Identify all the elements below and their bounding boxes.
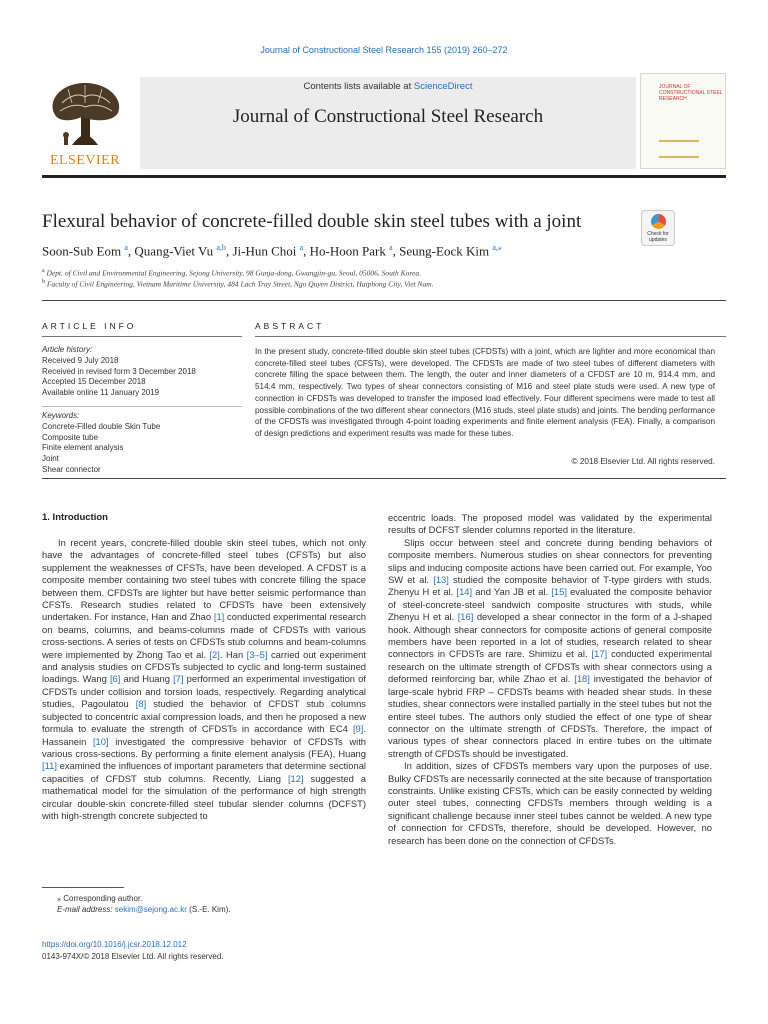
corresponding-mark: ⁎	[57, 894, 61, 903]
citation-link[interactable]: [7]	[173, 673, 184, 685]
article-history-label: Article history:	[42, 345, 93, 354]
author-name[interactable]: Quang-Viet Vu	[134, 243, 214, 259]
body-paragraph: eccentric loads. The proposed model was validated by the experimental results of DCFST slender columns reported in the literature.	[388, 512, 712, 536]
affiliation	[42, 268, 722, 278]
keywords-list	[42, 411, 242, 476]
affiliation-text: Faculty of Civil Engineering, Vietnam Maritime University, 484 Lach Tray Street, Ngo Quyen District, Haiphong City, Viet Nam.	[46, 279, 434, 289]
contents-prefix: Contents lists available at	[303, 81, 414, 92]
author-list: Soon-Sub Eom $^a$, Quang-Viet Vu $^{a,b}$, Ji-Hun Choi $^a$, Ho-Hoon Park $^a$, Seung-Eock Kim $^{a,⁎}$	[42, 243, 502, 259]
elsevier-wordmark: ELSEVIER	[49, 153, 121, 168]
citation-link[interactable]: [17]	[591, 648, 608, 660]
text-run: conducted experimental research on the ultimate strength of CFDSTs with shear connectors using a deformed reinforcing bar, while Zhao et al.	[388, 648, 712, 685]
citation-link[interactable]: [1]	[213, 611, 225, 623]
elsevier-logo[interactable]	[42, 73, 128, 173]
author-affil-mark[interactable]: a	[389, 243, 393, 252]
check-updates-icon	[651, 214, 666, 229]
author-affil-mark[interactable]: a,b	[216, 243, 226, 252]
cover-decoration	[659, 140, 699, 158]
text-run: studied the behavior of CFDST stub columns subjected to concentric axial compression loads, and then he proposed a new formula to evaluate the strength of CFDSTs in accordance with EC4	[42, 698, 366, 735]
affiliation	[42, 279, 722, 289]
body-paragraph	[42, 537, 366, 822]
citation-link[interactable]: [13]	[433, 574, 449, 586]
text-run: evaluated the composite behavior of steel-concrete-steel sandwich composite structures with studs, while Zhenyu H et al.	[388, 586, 712, 623]
text-run: performed an experimental investigation of CFDSTs under collision and torsion loads, respectively. Regarding analytical studies, Pagoulatou	[42, 673, 366, 710]
affiliation-mark: a	[42, 268, 45, 274]
footnote-divider	[42, 887, 124, 888]
check-updates-label: Check for updates	[647, 231, 669, 243]
text-run: investigated the compressive behavior of CFDSTs with various cross-sections. By performing a finite element analysis (FEA), Huang	[42, 735, 367, 759]
affiliation-divider	[42, 300, 726, 301]
citation-link[interactable]: [15]	[551, 586, 567, 598]
corresponding-label: Corresponding author.	[63, 894, 143, 903]
text-run: Slips occur between steel and concrete during bending behaviors of composite members. Numerous studies on shear connectors for preventing slips and inducing composite actions have been carried out. For example, Yoo SW et al.	[388, 536, 712, 586]
journal-title[interactable]: Journal of Constructional Steel Research	[232, 106, 544, 127]
sciencedirect-link[interactable]: ScienceDirect	[413, 81, 473, 92]
keyword: Concrete-Filled double Skin Tube	[42, 421, 161, 431]
keywords-divider	[42, 406, 242, 407]
contents-availability	[140, 81, 636, 92]
citation-link[interactable]: [10]	[92, 735, 109, 747]
issn-copyright: 0143-974X/© 2018 Elsevier Ltd. All rights reserved.	[42, 952, 224, 961]
keyword: Finite element analysis	[42, 443, 124, 453]
text-run: examined the influences of important parameters that determine sectional capacities of CFDST stub columns. Recently, Liang	[42, 760, 366, 784]
author-name[interactable]: Ji-Hun Choi	[232, 243, 297, 259]
keyword: Composite tube	[42, 432, 99, 442]
citation-link[interactable]: [18]	[574, 673, 590, 685]
abstract-heading: ABSTRACT	[255, 321, 325, 331]
text-run: . Han	[219, 648, 247, 660]
text-run: and Huang	[120, 673, 174, 685]
author-affil-mark[interactable]: a	[299, 243, 304, 252]
text-run: suggested a mathematical model for the simulation of the performance of high strength circular double-skin concrete-filled steel tubular slender columns (DCFST) with high-strength concrete subjected to	[42, 772, 366, 821]
text-run: investigated the behavior of large-scale hybrid FRP – CFDSTs beams with headed shear studs. In these studies, shear connectors were installed partially in the steel tubes but not the entire steel tubes. The authors only studied the effect of one type of shear connector on the ultimate strength of CFDSTs. Therefore, the impact of various types of shear connectors placed in entire tubes on the ultimate strength of CFDSTs should be investigated.	[388, 673, 713, 759]
journal-reference-link[interactable]: Journal of Constructional Steel Research 155 (2019) 260–272	[260, 45, 508, 55]
affiliation-mark: b	[42, 279, 45, 285]
author-affil-mark[interactable]: a	[124, 243, 128, 252]
section-heading-introduction: 1. Introduction	[42, 512, 108, 523]
email-note	[57, 904, 357, 915]
article-history	[42, 345, 242, 399]
check-for-updates-button[interactable]	[641, 210, 675, 246]
abstract-copyright: © 2018 Elsevier Ltd. All rights reserved.	[571, 457, 715, 466]
author-name[interactable]: Ho-Hoon Park	[309, 243, 386, 259]
header-divider	[42, 175, 726, 178]
email-link[interactable]: sekim@sejong.ac.kr	[114, 905, 187, 914]
author-name[interactable]: Seung-Eock Kim	[399, 243, 490, 259]
article-info-heading: ARTICLE INFO	[42, 321, 137, 331]
doi-link[interactable]: https://doi.org/10.1016/j.jcsr.2018.12.012	[42, 940, 187, 949]
citation-link[interactable]: [14]	[456, 586, 473, 598]
journal-cover-thumbnail[interactable]	[640, 73, 726, 169]
keyword: Shear connector	[42, 464, 101, 474]
text-run: carried out experiment and analysis studies on CFDSTs subjected to cyclic and long-term sustained loadings. Wang	[42, 648, 366, 685]
history-item: Received in revised form 3 December 2018	[42, 366, 196, 376]
text-run: and Yan JB et al.	[472, 586, 552, 598]
body-column-left	[42, 537, 366, 822]
citation-link[interactable]: [11]	[42, 760, 57, 772]
corresponding-author-note	[57, 893, 357, 904]
citation-link[interactable]: [2]	[209, 648, 220, 660]
keyword: Joint	[42, 454, 59, 464]
email-label: E-mail address:	[57, 905, 115, 914]
abstract-divider	[255, 336, 726, 337]
citation-link[interactable]: [9]	[352, 723, 364, 735]
citation-link[interactable]: [16]	[457, 611, 474, 623]
keywords-label: Keywords:	[42, 411, 80, 420]
elsevier-tree-icon	[42, 73, 128, 151]
body-column-right	[388, 512, 712, 847]
text-run: . Hassanein	[42, 723, 366, 747]
email-suffix: (S.-E. Kim).	[186, 905, 231, 914]
history-item: Accepted 15 December 2018	[42, 377, 146, 387]
citation-link[interactable]: [8]	[135, 698, 147, 710]
text-run: conducted experimental research on beams, columns, and beams-columns made of CFDSTs with various cross-sections. A series of tests on CFDSTs stub columns and beam-columns were implemented by Zhong Tao et al.	[42, 611, 366, 660]
text-run: studied the composite behavior of T-type girders with studs. Zhenyu H et al.	[388, 574, 713, 598]
history-item: Available online 11 January 2019	[42, 388, 160, 398]
article-info-divider	[42, 336, 242, 337]
text-run: developed a shear connector in the form of a J-shaped hook. Although shear connectors for composite actions of general composite members have been reported in a lot of studies, research related to shear connectors in CFDSTs are rare. Shimizu et al.	[388, 611, 712, 660]
citation-link[interactable]: [6]	[109, 673, 121, 685]
author-affil-mark[interactable]: a,⁎	[492, 243, 502, 252]
history-item: Received 9 July 2018	[42, 355, 119, 365]
abstract-end-divider	[42, 478, 726, 479]
affiliation-text: Dept. of Civil and Environmental Engineering, Sejong University, 98 Gunja-dong, Gwangjin-gu, Seoul, 05006, South Korea.	[46, 268, 421, 278]
citation-link[interactable]: [3–5]	[246, 648, 268, 660]
journal-banner	[42, 73, 726, 173]
cover-title: JOURNAL OF CONSTRUCTIONAL STEEL RESEARCH	[659, 84, 723, 102]
author-name[interactable]: Soon-Sub Eom	[42, 243, 122, 259]
body-paragraph	[388, 537, 712, 760]
text-run: In recent years, concrete-filled double skin steel tubes, which not only have the advantages of concrete-filled steel tubes (CFSTs) but also supplement the weaknesses of CFSTs, have been developed. A CFDST is a composite member containing two steel tubes with concrete filling the space between them. CFDSTs are lighter but have better seismic performance than CFSTs. Research studies related to CFDSTs have been extensively undertaken. For instance, Han and Zhao	[42, 537, 366, 623]
body-paragraph: In addition, sizes of CFDSTs members vary upon the purposes of use. Bulky CFDSTs are necessarily connected at the site because of transportation constraints. Unlike existing CFSTs, which can be easily connected by welding outer steel tubes, connecting CFDSTs members through welding is a significant challenge because inner steel tubes cannot be welded. A new type of connection for CFDSTs, therefore, should be developed. However, no research has been done on the connection of CFDSTs.	[388, 760, 712, 846]
citation-link[interactable]: [12]	[287, 772, 304, 784]
article-title: Flexural behavior of concrete-filled double skin steel tubes with a joint	[42, 211, 582, 232]
abstract-body: In the present study, concrete-filled double skin steel tubes (CFDSTs) with a joint, which are lighter and more economical than concrete-filled steel tubes (CFSTs), were developed. The CFDSTs are made of two steel tubes of different diameters with concrete filling the space between them. The length, the outer and inner diameters of a CFDST are 10 m, 914.4 mm, and 514.4 mm, respectively. Two types of shear connectors consisting of M16 and steel plate studs were used. A new type of connection in CFDSTs was developed to transfer the imposed load effectively. Four different specimens were made to test all possible combinations of the two different shear connectors (M16 studs, steel plate studs) and joints. The bending performance of the CFDSTs was investigated through 4-point loading experiments and finite element analysis (FEA). Finally, a comparison of design predictions and experiment results was made for these tubes.	[255, 347, 715, 438]
